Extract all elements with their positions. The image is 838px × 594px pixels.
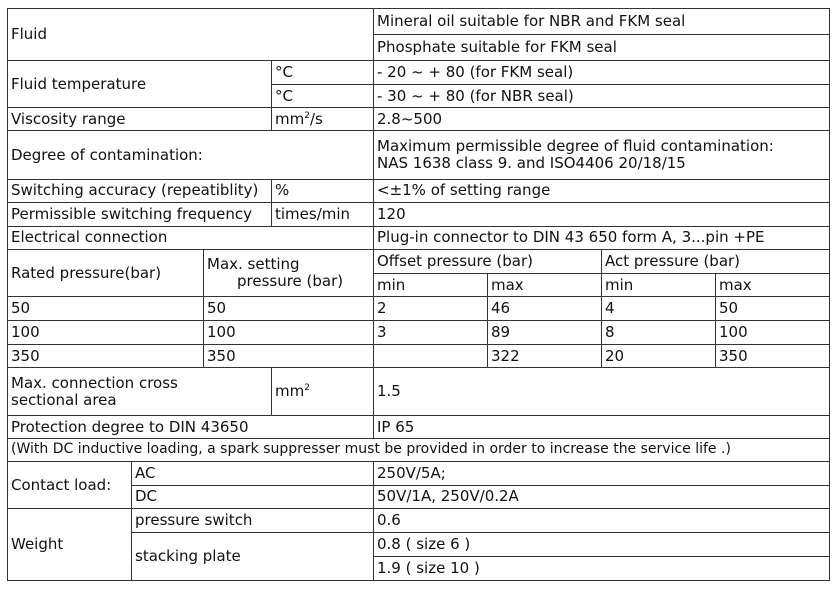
row-viscosity (8, 108, 830, 131)
max-setting-header (204, 250, 374, 297)
contamination-value-line-1: Maximum permissible degree of fluid contamination: (377, 137, 774, 156)
act-min-cell: 8 (602, 320, 716, 344)
table-row (8, 320, 830, 344)
viscosity-unit (272, 108, 374, 131)
max-setting-cell: 350 (204, 344, 374, 368)
fluid-temperature-value-1: - 20 ~ + 80 (for FKM seal) (374, 60, 830, 84)
act-max-cell: 100 (716, 320, 830, 344)
switching-accuracy-label: Switching accuracy (repeatiblity) (8, 179, 272, 202)
offset-max-cell: 322 (488, 344, 602, 368)
fluid-value-1: Mineral oil suitable for NBR and FKM seal (374, 9, 830, 35)
fluid-temperature-unit-1: °C (272, 60, 374, 84)
weight-stacking-plate-label: stacking plate (132, 533, 374, 581)
rated-pressure-cell: 100 (8, 320, 204, 344)
row-connection-area (8, 368, 830, 416)
rated-pressure-header: Rated pressure(bar) (8, 250, 204, 297)
max-setting-cell: 100 (204, 320, 374, 344)
fluid-label: Fluid (8, 9, 374, 61)
contact-load-ac-label: AC (132, 461, 374, 485)
row-contamination (8, 131, 830, 180)
row-contact-load-dc (8, 485, 830, 509)
connection-area-label (8, 368, 272, 416)
contamination-value-line-2: NAS 1638 class 9. and ISO4406 20/18/15 (377, 154, 686, 173)
connection-area-label-line-2: sectional area (11, 390, 117, 409)
act-min-header: min (602, 274, 716, 297)
offset-min-cell: 3 (374, 320, 488, 344)
viscosity-unit-tail: /s (309, 109, 323, 128)
fluid-temperature-value-2: - 30 ~ + 80 (for NBR seal) (374, 84, 830, 108)
viscosity-value: 2.8~500 (374, 108, 830, 131)
service-life-note: (With DC inductive loading, a spark suppresser must be provided in order to increase the service life .) (8, 438, 830, 461)
switching-frequency-value: 120 (374, 202, 830, 226)
electrical-value: Plug-in connector to DIN 43 650 form A, 3...pin +PE (374, 226, 830, 250)
viscosity-label: Viscosity range (8, 108, 272, 131)
offset-min-cell (374, 344, 488, 368)
act-pressure-header: Act pressure (bar) (602, 250, 830, 274)
weight-label: Weight (8, 509, 132, 581)
act-max-cell: 350 (716, 344, 830, 368)
offset-min-cell: 2 (374, 297, 488, 321)
connection-area-unit-sup: 2 (304, 383, 310, 394)
viscosity-unit-base: mm (275, 109, 305, 128)
max-setting-header-line-1: Max. setting (207, 255, 300, 274)
electrical-label: Electrical connection (8, 226, 374, 250)
act-min-cell: 4 (602, 297, 716, 321)
connection-area-unit-base: mm (275, 382, 305, 401)
offset-pressure-header: Offset pressure (bar) (374, 250, 602, 274)
viscosity-unit-sup: 2 (304, 110, 310, 121)
act-max-header: max (716, 274, 830, 297)
offset-max-header: max (488, 274, 602, 297)
connection-area-value: 1.5 (374, 368, 830, 416)
max-setting-header-line-2: pressure (bar) (237, 272, 344, 291)
contact-load-label: Contact load: (8, 461, 132, 509)
row-weight-pressure-switch (8, 509, 830, 533)
row-switching-accuracy (8, 179, 830, 202)
max-setting-cell: 50 (204, 297, 374, 321)
row-electrical (8, 226, 830, 250)
row-note (8, 438, 830, 461)
row-contact-load-ac (8, 461, 830, 485)
row-fluid-temperature (8, 60, 830, 84)
switching-accuracy-unit: % (272, 179, 374, 202)
protection-label: Protection degree to DIN 43650 (8, 416, 374, 439)
switching-frequency-label: Permissible switching frequency (8, 202, 272, 226)
switching-accuracy-value: <±1% of setting range (374, 179, 830, 202)
contact-load-dc-value: 50V/1A, 250V/0.2A (374, 485, 830, 509)
contact-load-dc-label: DC (132, 485, 374, 509)
act-max-cell: 50 (716, 297, 830, 321)
contamination-label: Degree of contamination: (8, 131, 374, 180)
rated-pressure-cell: 350 (8, 344, 204, 368)
row-weight-stacking-plate (8, 533, 830, 557)
fluid-temperature-unit-2: °C (272, 84, 374, 108)
act-min-cell: 20 (602, 344, 716, 368)
table-row (8, 297, 830, 321)
weight-stacking-plate-value-2: 1.9 ( size 10 ) (374, 557, 830, 581)
connection-area-label-line-1: Max. connection cross (11, 373, 178, 392)
connection-area-unit (272, 368, 374, 416)
row-switching-frequency (8, 202, 830, 226)
weight-pressure-switch-value: 0.6 (374, 509, 830, 533)
contamination-value (374, 131, 830, 180)
row-protection (8, 416, 830, 439)
weight-pressure-switch-label: pressure switch (132, 509, 374, 533)
switching-frequency-unit: times/min (272, 202, 374, 226)
contact-load-ac-value: 250V/5A; (374, 461, 830, 485)
row-pressure-header (8, 250, 830, 274)
offset-min-header: min (374, 274, 488, 297)
offset-max-cell: 46 (488, 297, 602, 321)
fluid-value-2: Phosphate suitable for FKM seal (374, 34, 830, 60)
row-fluid (8, 9, 830, 35)
rated-pressure-cell: 50 (8, 297, 204, 321)
weight-stacking-plate-value-1: 0.8 ( size 6 ) (374, 533, 830, 557)
protection-value: IP 65 (374, 416, 830, 439)
table-row (8, 344, 830, 368)
fluid-temperature-label: Fluid temperature (8, 60, 272, 108)
offset-max-cell: 89 (488, 320, 602, 344)
spec-table (7, 8, 830, 581)
